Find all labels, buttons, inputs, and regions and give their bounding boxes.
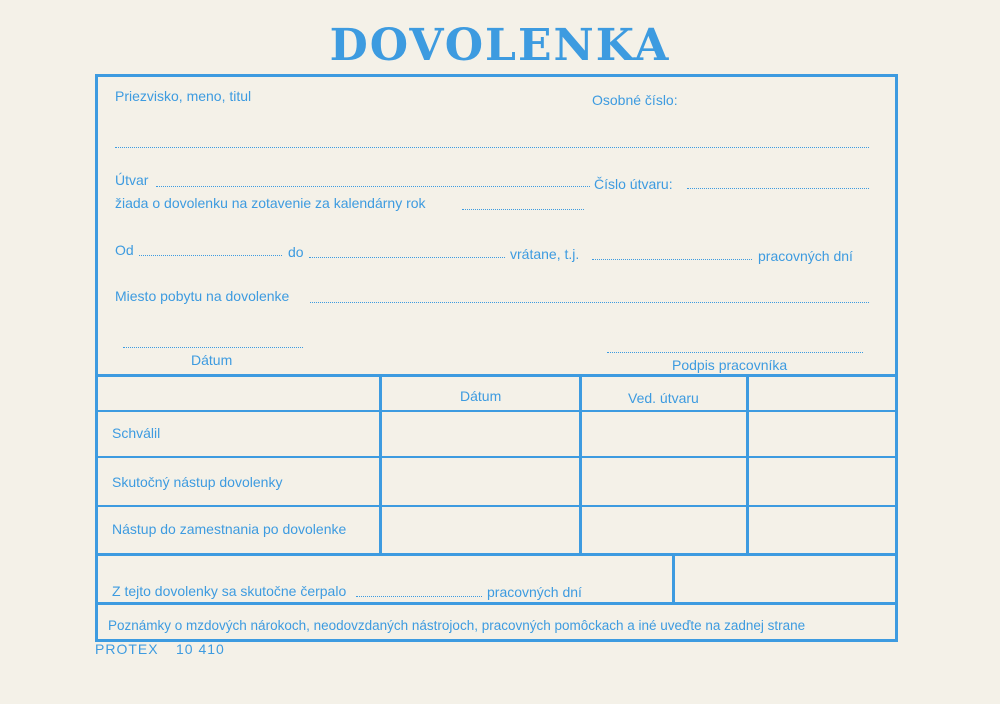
summary-unit: pracovných dní bbox=[487, 584, 582, 600]
approved-date-cell[interactable] bbox=[382, 413, 579, 456]
summary-text: Z tejto dovolenky sa skutočne čerpalo bbox=[112, 583, 347, 599]
workdays-field[interactable] bbox=[592, 259, 752, 260]
name-field[interactable] bbox=[115, 147, 869, 148]
signature-field[interactable] bbox=[607, 352, 863, 353]
inclusive-label: vrátane, t.j. bbox=[510, 246, 580, 262]
table-header-manager: Ved. útvaru bbox=[628, 390, 699, 406]
name-label: Priezvisko, meno, titul bbox=[115, 88, 252, 104]
department-number-field[interactable] bbox=[687, 188, 869, 189]
signature-label: Podpis pracovníka bbox=[672, 357, 788, 373]
date-label: Dátum bbox=[191, 352, 233, 368]
table-row-label-actual-start: Skutočný nástup dovolenky bbox=[112, 474, 283, 490]
form-frame bbox=[95, 74, 898, 642]
actual-start-extra-cell[interactable] bbox=[749, 459, 895, 505]
stay-location-field[interactable] bbox=[310, 302, 869, 303]
approved-manager-cell[interactable] bbox=[582, 413, 746, 456]
date-field[interactable] bbox=[123, 347, 303, 348]
personal-number-label: Osobné číslo: bbox=[592, 92, 678, 108]
workdays-label: pracovných dní bbox=[758, 248, 853, 264]
summary-box[interactable] bbox=[675, 556, 895, 605]
return-manager-cell[interactable] bbox=[582, 508, 746, 553]
form-title: DOVOLENKA bbox=[329, 20, 671, 71]
department-field[interactable] bbox=[156, 186, 590, 187]
actual-start-date-cell[interactable] bbox=[382, 459, 579, 505]
table-header-line bbox=[98, 410, 895, 412]
approved-extra-cell[interactable] bbox=[749, 413, 895, 456]
note-divider bbox=[98, 602, 895, 605]
department-label: Útvar bbox=[115, 172, 149, 188]
days-taken-field[interactable] bbox=[356, 596, 482, 597]
table-header-date: Dátum bbox=[460, 388, 502, 404]
to-label: do bbox=[288, 244, 304, 260]
from-label: Od bbox=[115, 242, 134, 258]
stay-location-label: Miesto pobytu na dovolenke bbox=[115, 288, 290, 304]
return-date-cell[interactable] bbox=[382, 508, 579, 553]
calendar-year-field[interactable] bbox=[462, 209, 584, 210]
table-row-label-approved: Schválil bbox=[112, 425, 161, 441]
from-date-field[interactable] bbox=[139, 255, 282, 256]
table-row-line bbox=[98, 456, 895, 458]
table-row-line bbox=[98, 505, 895, 507]
to-date-field[interactable] bbox=[309, 257, 505, 258]
return-extra-cell[interactable] bbox=[749, 508, 895, 553]
request-label: žiada o dovolenku na zotavenie za kalendárny rok bbox=[115, 195, 426, 211]
actual-start-manager-cell[interactable] bbox=[582, 459, 746, 505]
department-number-label: Číslo útvaru: bbox=[594, 176, 673, 192]
form-code: 10 410 bbox=[176, 641, 225, 657]
note-text: Poznámky o mzdových nárokoch, neodovzdaných nástrojoch, pracovných pomôckach a iné uveďte na zadnej strane bbox=[108, 618, 806, 633]
table-row-label-return: Nástup do zamestnania po dovolenke bbox=[112, 521, 347, 537]
section-divider bbox=[98, 374, 895, 377]
publisher-name: PROTEX bbox=[95, 641, 159, 657]
